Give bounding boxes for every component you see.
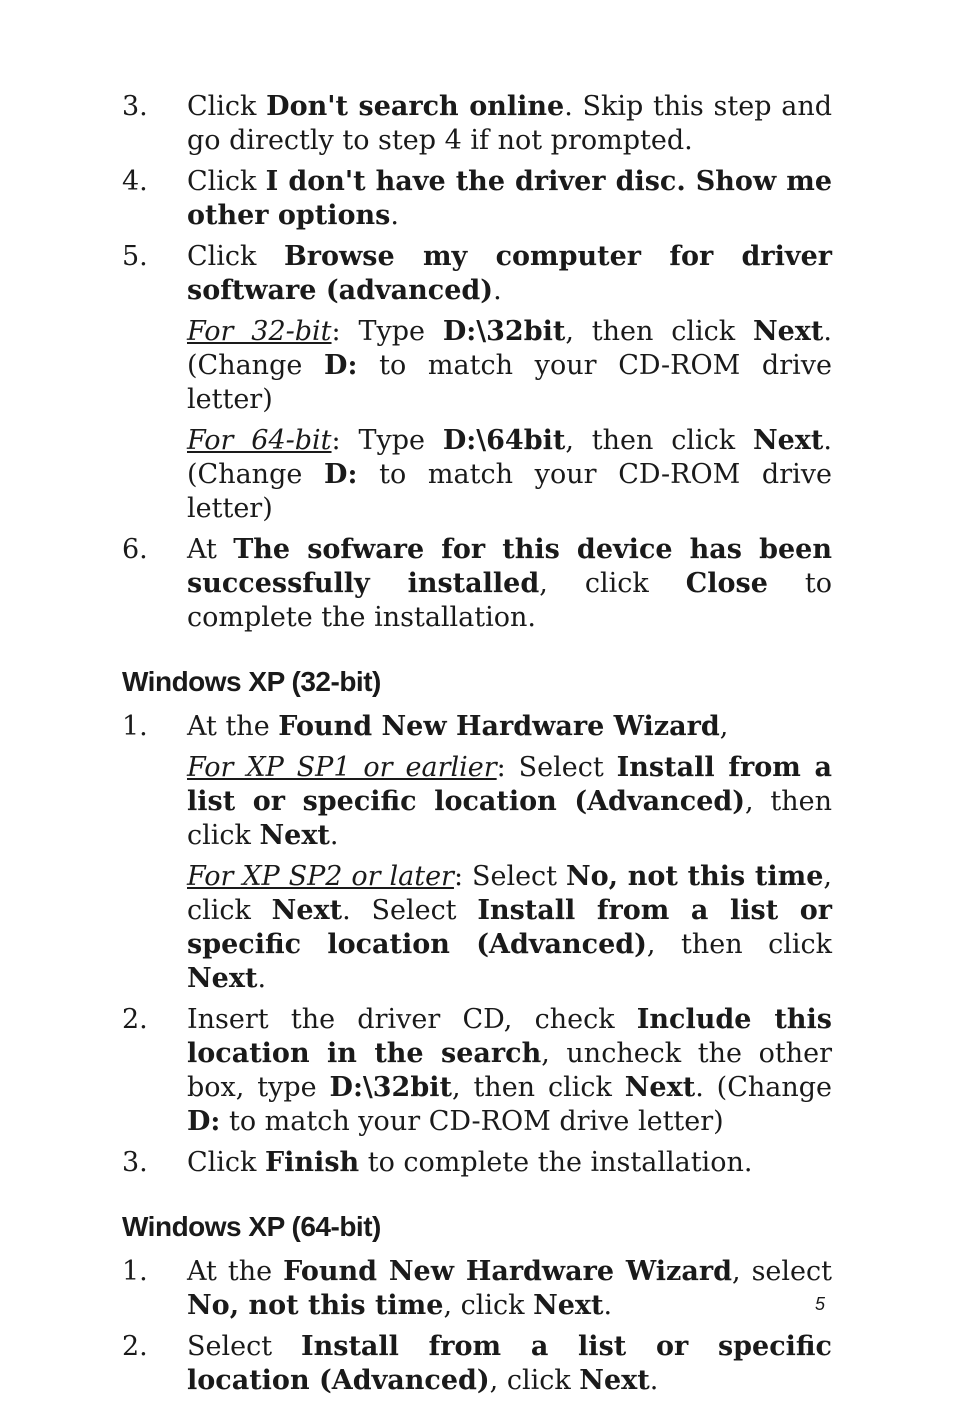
text-run: . (493, 275, 502, 306)
list-item (122, 710, 832, 744)
variant-label: For 64-bit (187, 425, 332, 456)
text-run: , then click (451, 1072, 625, 1103)
text-run: : Type (331, 316, 443, 347)
bold-term: D:\32bit (329, 1072, 452, 1103)
document-page (122, 90, 832, 1405)
steps-list (122, 90, 832, 635)
list-item (122, 1255, 832, 1323)
variant-label: For 32-bit (187, 316, 332, 347)
text-run: Click (187, 241, 284, 272)
text-run: At the (187, 711, 279, 742)
list-item (122, 165, 832, 233)
bold-term: Close (685, 568, 768, 599)
step-number: 4. (122, 166, 148, 197)
bold-term: D:\32bit (442, 316, 566, 347)
text-run: to complete the installation. (359, 1147, 753, 1178)
page-number: 5 (815, 1294, 826, 1314)
step-number: 2. (122, 1331, 148, 1362)
bold-term: The sofware for this device has been successfully installed (187, 534, 832, 599)
bold-term: I don't have the driver disc. Show me other options (187, 166, 832, 231)
step-number: 5. (122, 241, 148, 272)
step-text (187, 1255, 832, 1323)
list-item (122, 90, 832, 158)
text-run: . (603, 1290, 613, 1321)
bold-term: D:\64bit (442, 425, 566, 456)
text-run: Click (187, 1147, 265, 1178)
text-run: At (187, 534, 234, 565)
text-run: , uncheck the other box, type (187, 1038, 832, 1103)
text-run: , then click (565, 316, 753, 347)
text-run: At the (187, 1256, 284, 1287)
bold-term: Next (259, 820, 330, 851)
step-text (187, 165, 832, 233)
bold-term: Next (187, 963, 258, 994)
text-run: , click (443, 1290, 534, 1321)
text-run: Click (187, 91, 267, 122)
text-run: : Select (453, 861, 566, 892)
variant-label: For XP SP1 or earlier (187, 752, 497, 783)
text-run: . (390, 200, 399, 231)
text-run: to complete the installation. (187, 568, 833, 633)
text-run: , click (539, 568, 686, 599)
text-run: : Type (331, 425, 443, 456)
variant-label: For XP SP2 or later (187, 861, 454, 892)
bold-term: Next (533, 1290, 604, 1321)
text-run: , click (187, 861, 832, 926)
bold-term: Don't search online (266, 91, 565, 122)
text-run: . Select (342, 895, 478, 926)
bold-term: Install from a list or specific location (Advanced) (187, 1331, 832, 1396)
text-run: Select (187, 1331, 301, 1362)
text-run: . (Change (187, 425, 832, 490)
list-item (122, 1003, 832, 1139)
step-number: 1. (122, 1256, 148, 1287)
text-run: to match your CD-ROM drive letter) (187, 459, 832, 524)
text-run: , click (489, 1365, 580, 1396)
step-number: 6. (122, 534, 148, 565)
step-number: 1. (122, 711, 148, 742)
bold-term: Found New Hardware Wizard (283, 1256, 732, 1287)
bold-term: Install from a list or specific location (Advanced) (187, 895, 833, 960)
text-run: . Skip this step and go directly to step 4 if not prompted. (187, 91, 832, 156)
step-number: 3. (122, 1147, 148, 1178)
bold-term: Include this location in the search (187, 1004, 832, 1069)
text-run: . (649, 1365, 659, 1396)
text-run: , then click (187, 786, 832, 851)
step-text (187, 90, 832, 158)
text-run: , (719, 711, 729, 742)
bold-term: Install from a list or specific location (Advanced) (187, 752, 833, 817)
bold-term: Found New Hardware Wizard (278, 711, 720, 742)
list-item (122, 533, 832, 635)
bold-term: Next (752, 425, 824, 456)
step-text (187, 1146, 832, 1180)
bold-term: Next (752, 316, 824, 347)
text-run: , select (731, 1256, 832, 1287)
steps-list-xp-32 (122, 710, 832, 1180)
step-note (187, 751, 832, 853)
step-number: 3. (122, 91, 148, 122)
text-run: : Select (496, 752, 617, 783)
bold-term: D: (324, 459, 358, 490)
text-run: to match your CD-ROM drive letter) (220, 1106, 724, 1137)
step-text (187, 533, 832, 635)
text-run: Insert the driver CD, check (187, 1004, 637, 1035)
section-heading-xp-32: Windows XP (32-bit) (122, 666, 381, 697)
text-run: , then click (565, 425, 753, 456)
step-note (187, 424, 832, 526)
list-item (122, 240, 832, 308)
text-run: Click (187, 166, 266, 197)
bold-term: Next (624, 1072, 696, 1103)
bold-term: Next (579, 1365, 650, 1396)
bold-term: No, not this time (187, 1290, 444, 1321)
bold-term: D: (324, 350, 358, 381)
step-note (187, 860, 832, 996)
list-item (122, 1330, 832, 1398)
text-run: . (Change (187, 316, 832, 381)
step-text (187, 710, 832, 744)
bold-term: D: (187, 1106, 221, 1137)
bold-term: Browse my computer for driver software (advanced) (187, 241, 832, 306)
bold-term: Finish (265, 1147, 360, 1178)
bold-term: No, not this time (565, 861, 824, 892)
section-heading-xp-64: Windows XP (64-bit) (122, 1211, 381, 1242)
text-run: to match your CD-ROM drive letter) (187, 350, 832, 415)
step-text (187, 1003, 832, 1139)
text-run: . (329, 820, 339, 851)
step-note (187, 315, 832, 417)
bold-term: Next (271, 895, 343, 926)
steps-list-xp-64 (122, 1255, 832, 1398)
step-text (187, 240, 832, 308)
step-number: 2. (122, 1004, 148, 1035)
text-run: . (Change (695, 1072, 833, 1103)
step-text (187, 1330, 832, 1398)
text-run: . (257, 963, 267, 994)
list-item (122, 1146, 832, 1180)
text-run: , then click (646, 929, 832, 960)
